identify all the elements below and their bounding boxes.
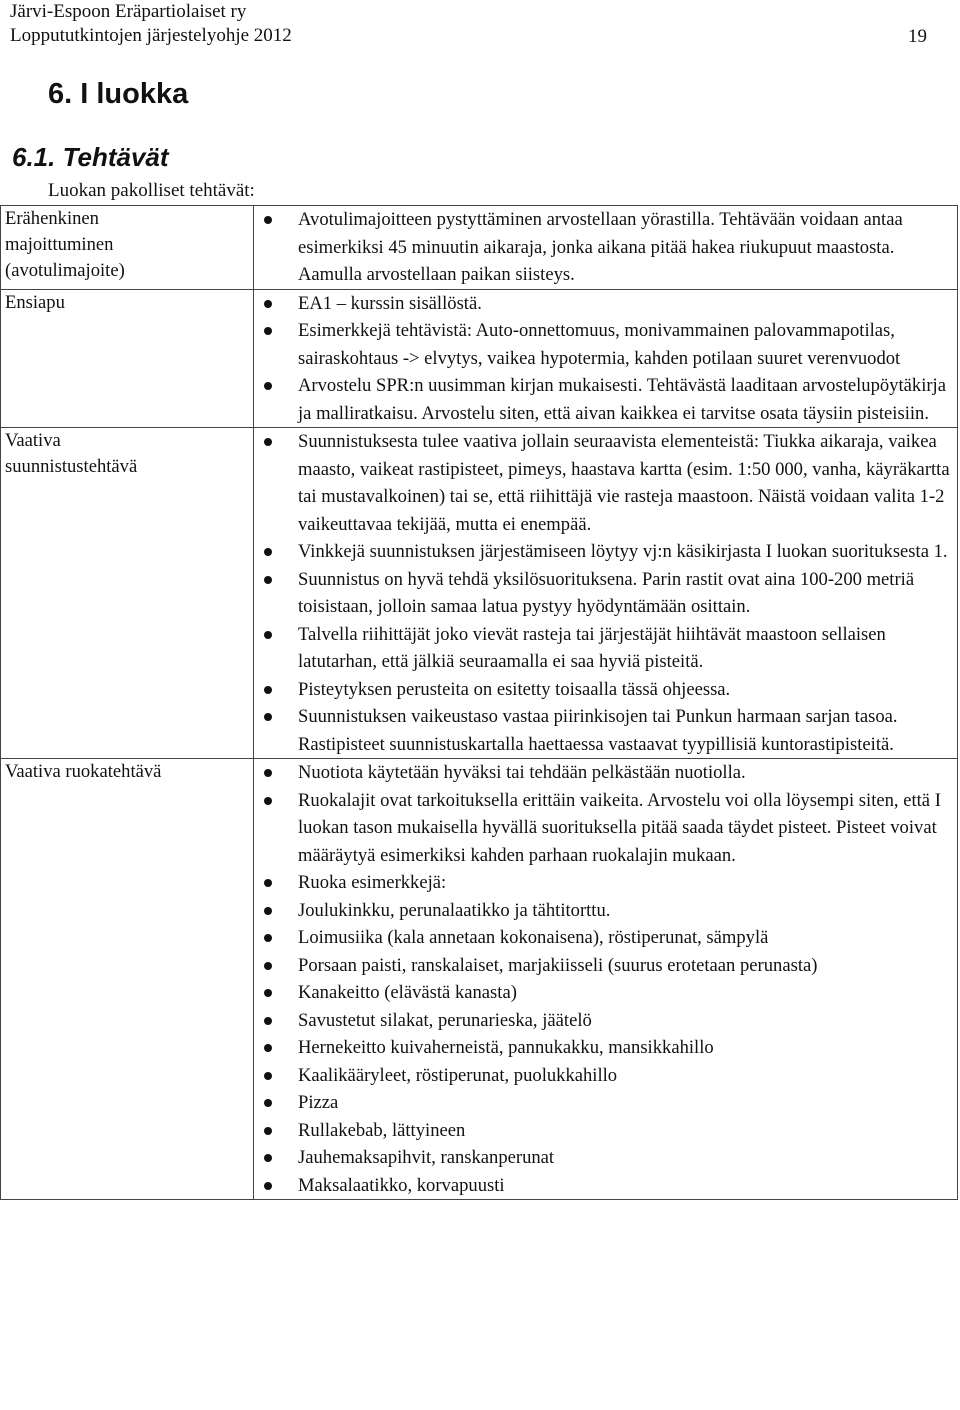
list-item: Suunnistuksesta tulee vaativa jollain seuraavista elementeistä: Tiukka aikaraja, vaikea maasto, vaikeat rastipisteet, pimeys, haastava kartta (esim. 1:50 000, vanha, käyräkartta tai mustavalkoinen) tai se, että riihittäjä vie rasteja maastoon. Näistä voidaan valita 1-2 vaikeuttavaa tekijää, mutta ei enempää. — [4, 428, 957, 538]
list-item: Hernekeitto kuivaherneistä, pannukakku, mansikkahillo — [4, 1034, 957, 1062]
task-row — [1, 289, 958, 428]
task-label-line: Vaativa ruokatehtävä — [5, 761, 162, 782]
task-label-line: majoittuminen — [5, 234, 114, 255]
task-label-line: Ensiapu — [5, 291, 65, 313]
header-doc-title: Loppututkintojen järjestelyohje 2012 — [10, 25, 292, 46]
list-item: Avotulimajoitteen pystyttäminen arvostellaan yörastilla. Tehtävään voidaan antaa esimerkiksi 45 minuutin aikaraja, jonka aikana pitää hakea riukupuut maastosta. Aamulla arvostellaan paikan siisteys. — [4, 206, 957, 289]
task-label-line: suunnistustehtävä — [5, 456, 138, 477]
list-item: Esimerkkejä tehtävistä: Auto-onnettomuus, monivammainen palovammapotilas, sairaskohtaus -> elvytys, vaikea hypotermia, kahden potilaan suuret verenvuodot — [4, 317, 957, 372]
list-item: Nuotiota käytetään hyväksi tai tehdään pelkästään nuotiolla. — [4, 759, 957, 787]
page-number: 19 — [908, 26, 927, 47]
list-item: Rullakebab, lättyineen — [4, 1117, 957, 1145]
task-content-cell — [254, 289, 958, 428]
header-org: Järvi-Espoon Eräpartiolaiset ry — [10, 1, 247, 22]
task-row — [1, 428, 958, 759]
task-row — [1, 759, 958, 1200]
intro-text: Luokan pakolliset tehtävät: — [48, 180, 255, 201]
list-item: Loimusiika (kala annetaan kokonaisena), röstiperunat, sämpylä — [4, 924, 957, 952]
list-item: Arvostelu SPR:n uusimman kirjan mukaisesti. Tehtävästä laaditaan arvostelupöytäkirja ja malliratkaisu. Arvostelu siten, että aivan kaikkea ei tarvitse osata täysiin pisteisiin. — [4, 372, 957, 427]
list-item: Kaalikääryleet, röstiperunat, puolukkahillo — [4, 1062, 957, 1090]
list-item: Kanakeitto (elävästä kanasta) — [4, 979, 957, 1007]
bullet-list — [254, 759, 957, 1199]
section-title: 6. I luokka — [48, 78, 189, 110]
task-content-cell — [254, 428, 958, 759]
list-item: Suunnistus on hyvä tehdä yksilösuorituksena. Parin rastit ovat aina 100-200 metriä toisistaan, jolloin samaa latua pystyy hyödyntämään osittain. — [4, 566, 957, 621]
task-label-line: Vaativa — [5, 430, 61, 451]
task-row — [1, 206, 958, 290]
list-item: Savustetut silakat, perunarieska, jäätelö — [4, 1007, 957, 1035]
list-item: EA1 – kurssin sisällöstä. — [4, 290, 957, 318]
list-item: Pisteytyksen perusteita on esitetty toisaalla tässä ohjeessa. — [4, 676, 957, 704]
task-content-cell — [254, 206, 958, 290]
tasks-table — [0, 205, 958, 1200]
list-item: Maksalaatikko, korvapuusti — [4, 1172, 957, 1200]
task-label-line: Erähenkinen — [5, 208, 99, 229]
list-item: Talvella riihittäjät joko vievät rasteja tai järjestäjät hiihtävät maastoon sellaisen latutarhan, että jälkiä seuraamalla ei saa hyviä pisteitä. — [4, 621, 957, 676]
bullet-list — [254, 290, 957, 428]
list-item: Ruokalajit ovat tarkoituksella erittäin vaikeita. Arvostelu voi olla löysempi siten, että I luokan tason mukaisella hyvällä suorituksella pitää saada täydet pisteet. Pisteet voivat määräytyä esimerkiksi kahden parhaan ruokalajin mukaan. — [4, 787, 957, 870]
subsection-title: 6.1. Tehtävät — [12, 142, 169, 172]
tasks-table-body — [1, 206, 958, 1200]
list-item: Jauhemaksapihvit, ranskanperunat — [4, 1144, 957, 1172]
list-item: Pizza — [4, 1089, 957, 1117]
list-item: Ruoka esimerkkejä: — [4, 869, 957, 897]
bullet-list — [254, 428, 957, 758]
task-label-line: (avotulimajoite) — [5, 260, 125, 281]
list-item: Joulukinkku, perunalaatikko ja tähtitorttu. — [4, 897, 957, 925]
task-content-cell — [254, 759, 958, 1200]
list-item: Suunnistuksen vaikeustaso vastaa piirinkisojen tai Punkun harmaan sarjan tasoa. Rastipisteet suunnistuskartalla haettaessa vastaavat tyypillisiä kuntorastipisteitä. — [4, 703, 957, 758]
page-header — [10, 0, 930, 48]
bullet-list — [254, 206, 957, 289]
list-item: Porsaan paisti, ranskalaiset, marjakiisseli (suurus erotetaan perunasta) — [4, 952, 957, 980]
list-item: Vinkkejä suunnistuksen järjestämiseen löytyy vj:n käsikirjasta I luokan suorituksesta 1. — [4, 538, 957, 566]
